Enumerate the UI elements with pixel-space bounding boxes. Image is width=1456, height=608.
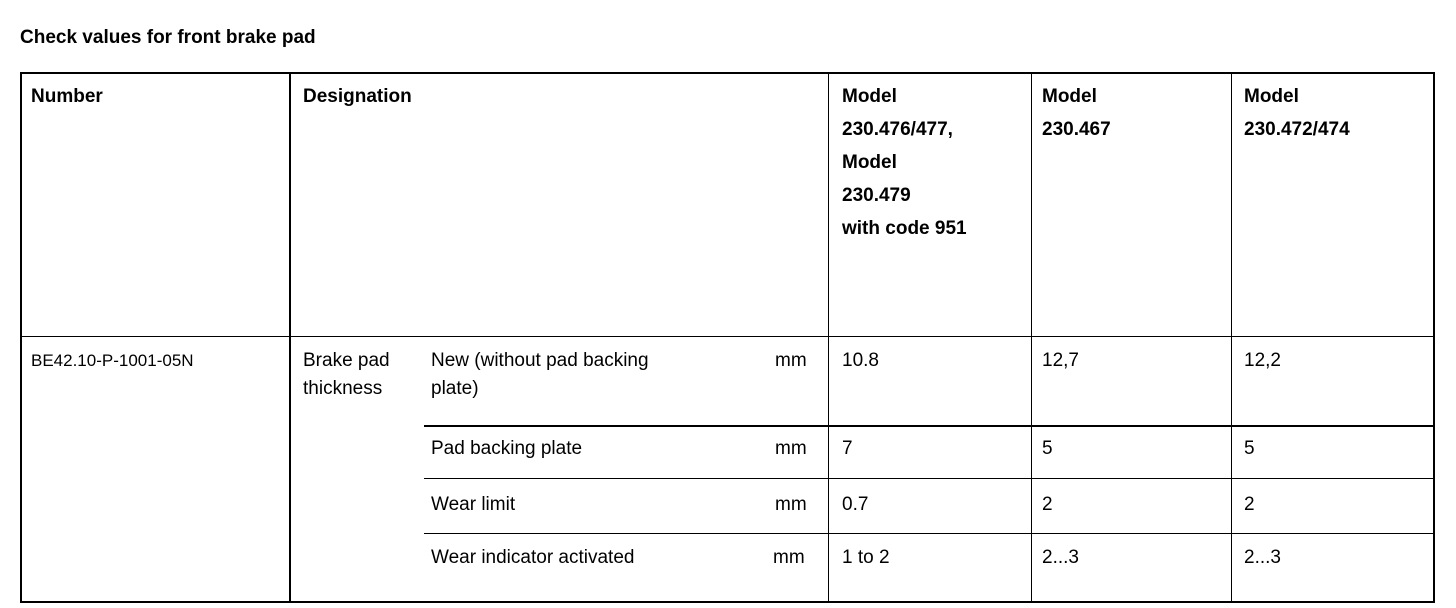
- value-wear-indicator-model-c: 2...3: [1244, 547, 1281, 568]
- divider-number-designation: [289, 74, 291, 601]
- item-unit-wear-indicator: mm: [773, 547, 805, 568]
- value-pad-backing-model-a: 7: [842, 438, 853, 459]
- value-pad-backing-model-b: 5: [1042, 438, 1053, 459]
- header-model-b: Model 230.467: [1042, 86, 1111, 140]
- item-unit-new: mm: [775, 350, 807, 371]
- page-title: Check values for front brake pad: [20, 27, 316, 48]
- divider-row-2: [424, 478, 1433, 479]
- divider-row-1: [424, 425, 1433, 427]
- row-designation: Brake pad thickness: [303, 350, 390, 399]
- value-wear-limit-model-a: 0.7: [842, 494, 869, 515]
- divider-model-b-model-c: [1231, 74, 1232, 601]
- divider-header-body: [22, 336, 1433, 337]
- item-label-pad-backing-plate: Pad backing plate: [431, 438, 583, 459]
- divider-designation-model-a: [828, 74, 829, 601]
- divider-model-a-model-b: [1031, 74, 1032, 601]
- value-wear-limit-model-b: 2: [1042, 494, 1053, 515]
- header-designation: Designation: [303, 86, 412, 107]
- value-wear-indicator-model-b: 2...3: [1042, 547, 1079, 568]
- item-unit-pad-backing-plate: mm: [775, 438, 807, 459]
- header-model-a: Model 230.476/477, Model 230.479 with code 951: [842, 86, 967, 239]
- value-pad-backing-model-c: 5: [1244, 438, 1255, 459]
- header-number: Number: [31, 86, 103, 107]
- divider-row-3: [424, 533, 1433, 534]
- header-model-c: Model 230.472/474: [1244, 86, 1350, 140]
- value-new-model-a: 10.8: [842, 350, 879, 371]
- row-number: BE42.10-P-1001-05N: [31, 351, 194, 370]
- check-values-table: [20, 72, 1435, 603]
- value-wear-limit-model-c: 2: [1244, 494, 1255, 515]
- value-new-model-b: 12,7: [1042, 350, 1079, 371]
- value-new-model-c: 12,2: [1244, 350, 1281, 371]
- value-wear-indicator-model-a: 1 to 2: [842, 547, 890, 568]
- item-label-wear-limit: Wear limit: [431, 494, 516, 515]
- item-unit-wear-limit: mm: [775, 494, 807, 515]
- item-label-wear-indicator: Wear indicator activated: [431, 547, 635, 568]
- item-label-new: New (without pad backing plate): [431, 350, 649, 399]
